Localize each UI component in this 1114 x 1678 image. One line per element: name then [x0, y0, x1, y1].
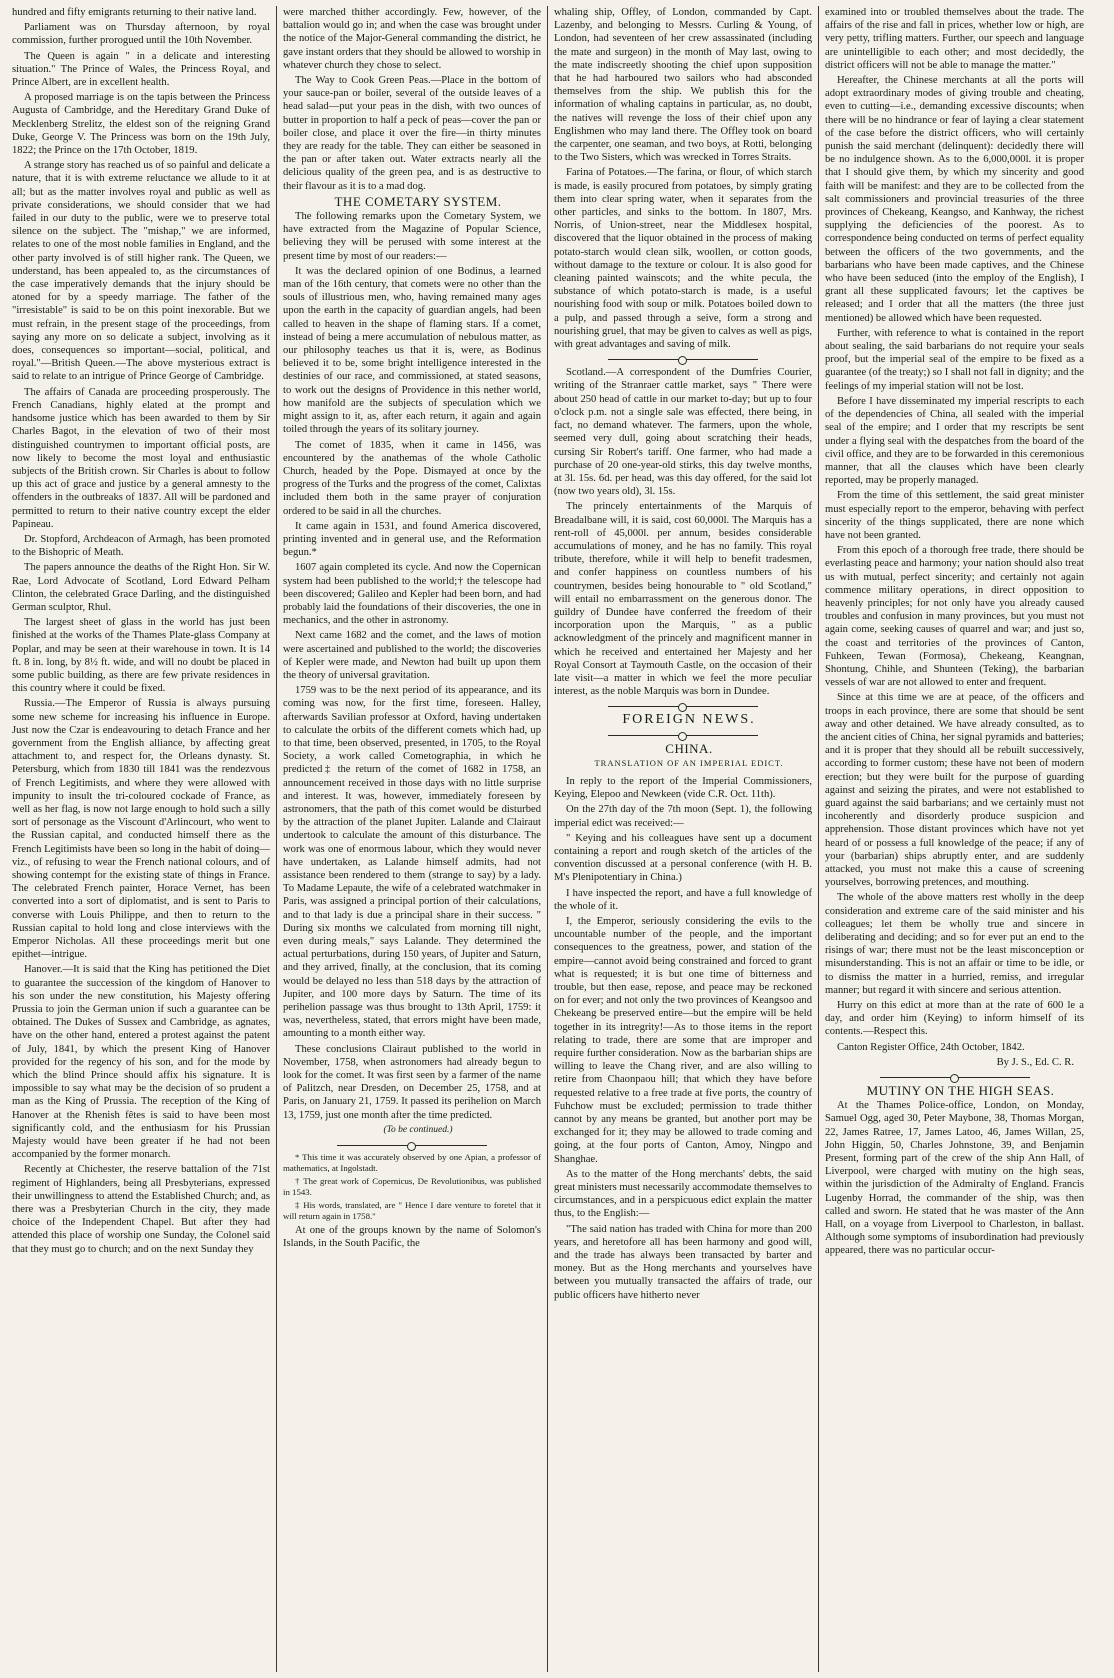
- article-paragraph: These conclusions Clairaut published to the world in November, 1758, when astronomers had already begun to look for the comet. It was first seen by a farmer of the name of Palitzch, near Dresden, on December 25, 1758, and at Paris, on January 21, 1759. It passed its perihelion on March 13, 1759, just one month after the time predicted.: [283, 1043, 541, 1121]
- column-3: [548, 6, 819, 1672]
- article-paragraph: Further, with reference to what is contained in the report about sealing, the said barbarians do not require your seals proof, but the imperial seal of the empire to be fixed as a guarantee (of the treaty;) so I shall not fall in dignity; and the feelings of my imperial station will not be lost.: [825, 327, 1084, 392]
- article-paragraph: In reply to the report of the Imperial Commissioners, Keying, Elepoo and Newkeen (vide C.R. Oct. 11th).: [554, 775, 812, 801]
- section-heading: TRANSLATION OF AN IMPERIAL EDICT.: [594, 757, 784, 768]
- article-paragraph: were marched thither accordingly. Few, however, of the battalion would go in; and when the case was brought under the notice of the Major-General commanding the district, he gave instant orders that they should be allowed to worship in whatever church they chose to select.: [283, 7, 541, 71]
- footnote: † The great work of Copernicus, De Revolutionibus, was published in 1543.: [283, 1176, 541, 1198]
- article-paragraph: A proposed marriage is on the tapis between the Princess Augusta of Cambridge, and the Hereditary Grand Duke of Mecklenberg Strelitz, the eldest son of the reigning Grand Duke, George V. The Princess was born on the 19th July, 1822; the Prince on the 17th October, 1819.: [12, 92, 270, 157]
- article-paragraph: Hanover.—It is said that the King has petitioned the Diet to guarantee the succession of the kingdom of Hanover to his son under the new constitution, his Majesty offering Prussia to join the German union if such a guarantee can be obtained. The Dukes of Sussex and Cambridge, as agnates, have on the other hand, entered a protest against the patent of July, 1841, by which the present King of Hanover provided for the regency of his son, and for the mode by which the blind Prince should affix his signature. It is impossible to say what may be the decision of so prudent a man as the King of Prussia. The reception of the King of Hanover at the Rhenish fêtes is said to have been most significantly cold, and the enthusiasm for his Prussian Majesty would have been greater if he had not been accompanied by the former monarch.: [12, 964, 270, 1161]
- section-divider: [608, 735, 758, 736]
- article-paragraph: examined into or troubled themselves about the trade. The affairs of the rise and fall in prices, whether low or high, are very petty, trifling matters. Further, our speech and language are unintelligible to each other; and most decidedly, the district officers will not be able to manage the matter.": [825, 7, 1084, 71]
- article-paragraph: It was the declared opinion of one Bodinus, a learned man of the 16th century, that comets were no other than the souls of illustrious men, who, having remained many ages upon the earth in the capacity of guardian angels, had been called to heaven in the shape of flaming stars. If a comet, instead of being a mere accumulation of nebulous matter, as our philosophy teaches us that it is, were, as Bodinus believed it to be, some bright intelligence interested in the destinies of our race, and commissioned, at stated seasons, to work out the designs of Providence in this nether world, how manifold are the subjects of speculation which we might assign to it, as, after each return, it again and again toiled through the years of its solitary journey.: [283, 265, 541, 436]
- article-paragraph: Canton Register Office, 24th October, 1842.: [837, 1041, 1025, 1053]
- article-paragraph: The largest sheet of glass in the world has just been finished at the works of the Thames Plate-glass Company at Poplar, and may be seen at their warehouse in town. It is 14 ft. 8 in. long, by 8½ ft. wide, and will no doubt be placed in some public building, as there are few private residences in this country where it could be fixed.: [12, 617, 270, 695]
- footnote: ‡ His words, translated, are " Hence I dare venture to foretel that it will return again in 1758.": [283, 1200, 541, 1222]
- article-paragraph: The Way to Cook Green Peas.—Place in the bottom of your sauce-pan or boiler, several of the outside leaves of a head salad—put your peas in the dish, with two ounces of butter in proportion to half a peck of peas—cover the pan or boiler close, and place it over the fire—in thirty minutes they are ready for the table. They can either be seasoned in the pan or after taken out. Water extracts nearly all the delicious quality of the green pea, and is as destructive to their flavour as it is to a mad dog.: [283, 75, 541, 192]
- article-paragraph: Before I have disseminated my imperial rescripts to each of the dependencies of China, all sealed with the imperial seal of the empire; and I order that my rescripts be sent under a flying seal with the despatches from the board of the civil office, and they are to be forwarded in this ceremonious manner, that all the clauses which have been clearly reported, may be properly managed.: [825, 395, 1084, 487]
- article-paragraph: "The said nation has traded with China for more than 200 years, and heretofore all has been harmony and good will, and the trade has always been transacted by barter and money. But as the Hong merchants and yourselves have between you mutually transacted the affairs of trade, our public officers have hitherto never: [554, 1223, 812, 1301]
- article-paragraph: Since at this time we are at peace, of the officers and troops in each province, there are some that should be sent away and other detained. We have already consulted, as to the ancient cities of China, her signal pyramids and batteries; and it is proper that they should all be rebuilt successively, according to former custom; these have not been of modern erection; but they were built for the purpose of guarding against and seizing the pirates, and were not established to guard against the said barbarians; and we certainly must not incoherently and disorderly produce suspicion and apprehension. Those distant provinces which have not yet heard of or possess a full knowledge of the peace; if any of your (barbarian) ships abruptly enter, and are suddenly attacked, you must not make this a cause of screening yourselves, borrowing pretences, and mouthing.: [825, 692, 1084, 889]
- column-1: [6, 6, 277, 1672]
- article-paragraph: A strange story has reached us of so painful and delicate a nature, that it is with extreme reluctance we allude to it at all; but as the matter involves royal and public as well as private considerations, we should consider that we had failed in our duty to the public, were we to preserve total silence on the subject. The "mishap," we are informed, relates to one of the most noble families in England, and the other party involved is of still higher rank. The Queen, we understand, has been appealed to, as the circumstances of the case imperatively demands that the injury should be atoned for by a speedy marriage. The father of the "irresistable" is said to be on this point inexorable. But we must refrain, in the present stage of the proceedings, from saying any more on so delicate a subject, involving as it does, consequences so important—social, political, and royal."—British Queen.—The above mysterious extract is said to relate to an intrigue of Prince George of Cambridge.: [12, 160, 270, 383]
- section-heading: MUTINY ON THE HIGH SEAS.: [866, 1083, 1055, 1099]
- column-2: [277, 6, 548, 1672]
- article-paragraph: I, the Emperor, seriously considering the evils to the uncountable number of the people, and the important consequences to the greatness, power, and station of the empire—cannot avoid being constrained and forced to grant what is requested; it is but one time of bitterness and trouble, but then ease, repose, and peace may be reckoned on for ever; and not only the two provinces of Keangsoo and Chekeang be preserved entire—but the empire will be held together in its intregrity!—As to those items in the report relating to trade, there are some that are improper and require further consideration. Now as the barbarian ships are willing to leave the Chang river, and are also willing to retire from Chaonpaou hill; that which they have before requested relative to a free trade at five ports, the country of Fuhchow must be excluded; permission to trade thither cannot by any means be granted, but another port may be exchanged for it; they may be allowed to trade coming and going, at the four ports of Canton, Amoy, Ningpo and Shanghae.: [554, 916, 812, 1165]
- article-paragraph: The Queen is again " in a delicate and interesting situation." The Prince of Wales, the Princess Royal, and Prince Albert, are in excellent health.: [12, 50, 270, 89]
- article-paragraph: The whole of the above matters rest wholly in the deep consideration and extreme care of the said minister and his colleagues; let them be wholly true and sincere in deliberating and deciding; and so for ever put an end to the risings of war; there must not be the least misconception or misunderstanding. This is not an affair or time to be idle, or to dismiss the matter in a hurried, remiss, and irregular manner; but regard it with sincere and serious attention.: [825, 892, 1084, 996]
- section-heading: FOREIGN NEWS.: [622, 712, 756, 728]
- article-paragraph: 1759 was to be the next period of its appearance, and its coming was now, for the first time, foreseen. Halley, afterwards Savilian professor at Oxford, having undertaken to calculate the orbits of the different comets which had, up to that time, been observed, presented, in 1705, to the Royal Society, a work called Cometographia, in which he predicted‡ the return of the comet of 1682 in 1758, an announcement received in those days with no little surprise and interest. It was, however, immediately foreseen by astronomers, that the path of this comet would be disturbed by the attraction of the planet Jupiter. Lalande and Clairaut undertook to calculate the amount of this disturbance. The work was one of enormous labour, which they would never have undertaken, as Lalande himself admits, had not assistance been rendered to them (strange to say) by a lady. To Madame Lepaute, the wife of a celebrated watchmaker in Paris, was assigned a principal portion of their calculations, and to that lady is due a principal share in their success. " During six months we calculated from morning till night, even during meals," says Lalande. They determined the actual perturbations, during 150 years, of Jupiter and Saturn, and they arrived, finally, at the conclusion, that its coming would be delayed no less than 518 days by the attraction of Jupiter, and 100 more days by Saturn. The time of its perihelion passage was thus brought to 13th April, 1759: it was, nevertheless, stated, that errors might have been made, amounting to a month either way.: [283, 685, 541, 1040]
- article-paragraph: (To be continued.): [383, 1124, 453, 1135]
- footnote: * This time it was accurately observed by one Apian, a professor of mathematics, at Ingolstadt.: [283, 1152, 541, 1174]
- section-heading: THE COMETARY SYSTEM.: [334, 193, 502, 209]
- article-paragraph: At one of the groups known by the name of Solomon's Islands, in the South Pacific, the: [283, 1225, 541, 1250]
- article-paragraph: The papers announce the deaths of the Right Hon. Sir W. Rae, Lord Advocate of Scotland, Lord Edward Pelham Clinton, the celebrated Grace Darling, and the distinguished German sculptor, Rhul.: [12, 562, 270, 613]
- article-paragraph: As to the matter of the Hong merchants' debts, the said great ministers must necessarily accommodate themselves to circumstances, and in a perspicuous edict explain the matter thus, to the English:—: [554, 1168, 812, 1220]
- section-heading: CHINA.: [665, 740, 713, 756]
- article-paragraph: Recently at Chichester, the reserve battalion of the 71st regiment of Highlanders, being all Presbyterians, expressed their unwillingness to attend the Established Church; and, as there was a Presbyterian Church in the city, they made choice of the Independent Chapel. But after they had attended this place of worship one Sunday, the Colonel said that they must go to church; and on the next Sunday they: [12, 1164, 270, 1255]
- article-paragraph: 1607 again completed its cycle. And now the Copernican system had been published to the world;† the telescope had been discovered; Galileo and Kepler had been born, and had probably laid the foundations of their discoveries, the one in mechanics, and the other in astronomy.: [283, 562, 541, 627]
- article-paragraph: The princely entertainments of the Marquis of Breadalbane will, it is said, cost 60,000l. The Marquis has a rent-roll of 45,000l. per annum, besides considerable accumulations of money, and he has no family. This royal tribute, therefore, while it will help to benefit tradesmen, and confer happiness on countless numbers of his countrymen, besides being honourable to " old Scotland," will entail no embarrassment on the generous donor. The guildry of Dundee have conferred the freedom of their incorporation upon the Marquis, " as a public acknowledgment of the princely and magnificent manner in which he received and entertained her Majesty and her Royal Consort at Taymouth Castle, on the occasion of their late visit—a matter in which we feel the more peculiar interest, as the noble Marquis was born in Dundee.: [554, 501, 812, 698]
- article-paragraph: Farina of Potatoes.—The farina, or flour, of which starch is made, is easily procured from potatoes, by simply grating them into clear spring water, when it separates from the other particles, and sinks to the bottom. In 1807, Mrs. Norris, of Union-street, near the Middlesex hospital, discovered that the liquor obtained in the process of making potato-starch would clean silk, woollen, or cotton goods, without damage to the texture or colour. It is also good for cleaning painted wainscots; and the white pecula, the substance of which potato-starch is made, is a useful nourishing food with soup or milk. Potatoes boiled down to a pulp, and passed through a seive, form a strong and nourishing gruel, that may be given to calves as well as pigs, with great advantages and saving of milk.: [554, 167, 812, 351]
- article-paragraph: whaling ship, Offley, of London, commanded by Capt. Lazenby, and belonging to Messrs. Curling & Young, of London, had seventeen of her crew assassinated (including the mate and surgeon) in the month of May last, owing to the mate indiscreetly shooting the chief upon supposition that he had harboured two sailors who had absconded themselves from the ship. We publish this for the information of whaling captains in particular, as, no doubt, the natives will revenge the loss of their chief upon any Englishmen who may land there. The Offley took on board the carpenter, one seaman, and two boys, at Rotti, belonging to the Two Sisters, which was wrecked in Torres Straits.: [554, 7, 812, 164]
- article-paragraph: Hereafter, the Chinese merchants at all the ports will adopt extraordinary modes of giving trouble and cheating, even to cutting—i.e., demanding excessive discounts; when there will be no hindrance or fear of laying a clear statement of the case before the district officers, who will certainly punish the said merchant (delinquent): decidedly there will be no indulgence shown. As to the 6,000,000l. it is proper that I should give them, by which my sincerity and good faith will be manifest: and they are to be collected from the salt commissioners and provincial treasuries of the three provinces of Chekeang, Keangso, and Kanhway, the richest supplying the deficiencies of the poorest. As to correspondence being conducted on terms of perfect equality between the officers of the two governments, and the barbarians who have been made captives, and the Chinese who have been seduced (into the employ of the English), I grant all these supplicated favours; let the captives be released; and I order that all the matters (the three just mentioned) be allowed which have been requested.: [825, 75, 1084, 324]
- article-paragraph: The following remarks upon the Cometary System, we have extracted from the Magazine of Popular Science, believing they will be perused with some interest at the present time by most of our readers:—: [283, 211, 541, 262]
- article-paragraph: I have inspected the report, and have a full knowledge of the whole of it.: [554, 887, 812, 912]
- article-paragraph: From this epoch of a thorough free trade, there should be everlasting peace and harmony; your nation should also treat us with mutual, perfect sincerity; and certainly not again commence military operations, in direct opposition to heavenly principles; for not only have you already caused troubles and confusion in many provinces, but you must not again come, seeking causes of quarrel and war; and just so, the coast and territories of the provinces of Canton, Fuhkeen, Tewan (Formosa), Chekeang, Keangnan, Shontung, Chihle, and Shunteen (Teking), the barbarian vessels of war are not allowed to enter and frequent.: [825, 545, 1084, 689]
- article-paragraph: The affairs of Canada are proceeding prosperously. The French Canadians, highly elated at the prompt and handsome justice which has been awarded to them by Sir Charles Bagot, in the elevation of two of their most distinguished countrymen to important official posts, are now likely to become the most loyal and enthusiastic subjects of the British crown. Sir Charles is about to follow up this act of grace and justice by a general amnesty to the offenders in the outbreaks of 1837. All will be pardoned and permitted to return to their native country except the elder Papineau.: [12, 386, 270, 530]
- section-divider: [608, 359, 758, 360]
- article-paragraph: By J. S., Ed. C. R.: [996, 1056, 1074, 1068]
- article-paragraph: Hurry on this edict at more than at the rate of 600 le a day, and order him (Keying) to inform himself of its contents.—Respect this.: [825, 1000, 1084, 1038]
- column-4: [819, 6, 1090, 1672]
- article-paragraph: At the Thames Police-office, London, on Monday, Samuel Ogg, aged 30, Peter Maybone, 38, Thomas Morgan, 22, James Ratree, 17, James Latoo, 46, James Willan, 25, John Higgin, 50, Charles Johnstone, 39, and Benjamin Present, forming part of the crew of the ship Ann Hall, of Liverpool, were charged with mutiny on the high seas, within the jurisdiction of the Admiralty of England. Francis Lugenby Horrad, the commander of the ship, was then called and sworn. He stated that he was master of the Ann Hall, on a voyage from Liverpool to Charleston, in ballast. Although some symptoms of insubordination had previously appeared, there was no particular occur-: [825, 1100, 1084, 1257]
- article-paragraph: hundred and fifty emigrants returning to their native land.: [12, 7, 257, 18]
- article-paragraph: Next came 1682 and the comet, and the laws of motion were ascertained and published to the world; the discoveries of Kepler were made, and Newton had built up upon them the theory of universal gravitation.: [283, 630, 541, 681]
- section-divider: [880, 1077, 1030, 1078]
- article-paragraph: It came again in 1531, and found America discovered, printing invented and in general use, and the Reformation begun.*: [283, 520, 541, 559]
- section-divider: [337, 1145, 487, 1146]
- article-paragraph: Scotland.—A correspondent of the Dumfries Courier, writing of the Stranraer cattle market, says " There were about 250 head of cattle in our market to-day; but up to four o'clock p.m. not a single sale was effected, there being, in fact, no demand whatever. The farmers, upon the whole, seemed very dull, going about scratching their heads, cursing Sir Robert's tariff. One farmer, who had made a purchase of 20 one-year-old stirks, this day twelve months, at 3l. 15s. 6d. per head, was this day offered, for the said lot (now two years old), 3l. 15s.: [554, 367, 812, 498]
- article-paragraph: Russia.—The Emperor of Russia is always pursuing some new scheme for increasing his influence in Europe. Just now the Czar is endeavouring to detach France and her government from the English alliance, by affecting great attachment to, and respect for, the Orleans dynasty. St. Petersburg, which from 1830 till 1841 was the rendezvous of French Legitimists, and where they were allowed with impunity to insult the tri-coloured cockade of France, as well as her flag, is now not large enough to hold such a silly sort of personage as the Viscount d'Arlincourt, who went to the Russian capital, and conducted himself there as the French Legitimists have been so long in the habit of doing—viz., of refusing to wear the French national colours, and of showing contempt for the existing state of things in France. The celebrated French painter, Horace Vernet, has been converted into a sort of diplomatist, and is sent to Paris to converse with Louis Philippe, and then to return to the Russian capital to hold long and close interviews with the Emperor Nicholas. All these proceedings merit but one epithet—intrigue.: [12, 698, 270, 961]
- article-paragraph: Parliament was on Thursday afternoon, by royal commission, further prorogued until the 10th November.: [12, 22, 270, 47]
- article-paragraph: On the 27th day of the 7th moon (Sept. 1), the following imperial edict was received:—: [554, 804, 812, 829]
- article-paragraph: From the time of this settlement, the said great minister must especially report to the emperor, behaving with perfect sincerity of the things supplicated, there are none which have not been granted.: [825, 490, 1084, 541]
- article-paragraph: The comet of 1835, when it came in 1456, was encountered by the anathemas of the whole Catholic Church, headed by the Pope. Dismayed at once by the progress of the Turks and the progress of the comet, Calixtas included them both in the same prayer of conjuration ordered to be said in all the churches.: [283, 439, 541, 517]
- article-paragraph: Dr. Stopford, Archdeacon of Armagh, has been promoted to the Bishopric of Meath.: [12, 533, 270, 559]
- article-paragraph: " Keying and his colleagues have sent up a document containing a report and rough sketch of the articles of the convention discussed at a personal conference (with H. B. M's Plenipotentiary in China.): [554, 832, 812, 884]
- section-divider: [608, 706, 758, 707]
